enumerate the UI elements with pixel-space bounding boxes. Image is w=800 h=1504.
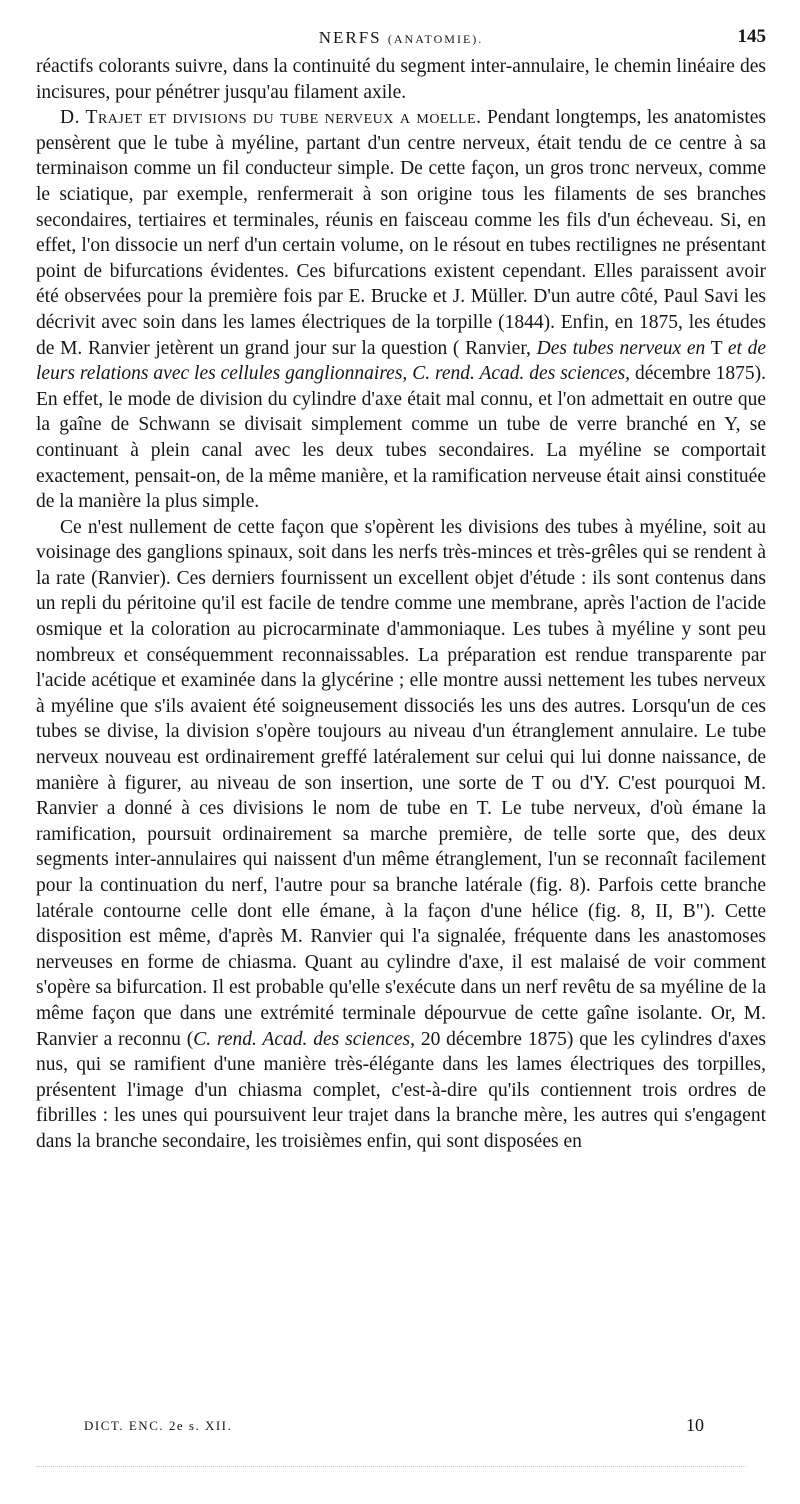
paragraph-text: 20 décembre 1875) que les cylindres d'axes nus, qui se ramifient d'une manière très-élégante dans les lames électriques des torpilles, présentent l'image d'un chiasma complet, c'est-à-dire qu'ils contiennent trois ordres de fibrilles : les unes qui poursuivent leur trajet dans la branche mère, les autres qui s'engagent dans la branche secondaire, les troisièmes enfin, qui sont disposées en bbox=[36, 1028, 766, 1152]
paragraph-text: réactifs colorants suivre, dans la continuité du segment inter-annulaire, le chemin linéaire des incisures, pour pénétrer jusqu'au filament axile. bbox=[36, 56, 766, 103]
paragraph-text: Ce n'est nullement de cette façon que s'opèrent les divisions des tubes à myéline, soit au voisinage des ganglions spinaux, soit dans les nerfs très-minces et très-grêles qui se rendent à la rate (Ranvier). Ces derniers fournissent un excellent objet d'étude : ils sont contenus dans un repli du péritoine qu'il est facile de tendre comme une membrane, après l'action de l'acide osmique et la coloration au picrocarminate d'ammoniaque. Les tubes à myéline y sont peu nombreux et conséquemment reconnaissables. La préparation est rendue transparente par l'acide acétique et examinée dans la glycérine ; elle montre aussi nettement les tubes nerveux à myéline que s'ils avaient été soigneusement dissociés les uns des autres. Lorsqu'un de ces tubes se divise, la division s'opère toujours au niveau d'un étranglement annulaire. Le tube nerveux nouveau est ordinairement greffé latéralement sur celui qui lui donne naissance, de manière à figurer, au niveau de son insertion, une sorte de T ou d'Y. C'est pourquoi M. Ranvier a donné à ces divisions le nom de tube en T. Le tube nerveux, d'où émane la ramification, poursuit ordinairement sa marche première, de telle sorte que, des deux segments inter-annulaires qui naissent d'un même étranglement, l'un se reconnaît facilement pour la continuation du nerf, l'autre pour sa branche latérale (fig. 8). Parfois cette branche latérale contourne celle dont elle émane, à la façon d'une hélice (fig. 8, II, B"). Cette disposition est même, d'après M. Ranvier qui l'a signalée, fréquente dans les anastomoses nerveuses en forme de chiasma. Quant au cylindre d'axe, il est malaisé de voir comment s'opère sa bifurcation. Il est probable qu'elle s'exécute dans un nerf revêtu de sa myéline de la même façon que dans une extrémité terminale dépourvue de cette gaîne isolante. Or, M. Ranvier a reconnu ( bbox=[36, 516, 766, 1050]
paragraph-text: Pendant longtemps, les anatomistes pensèrent que le tube à myéline, partant d'un centre nerveux, était tendu de ce centre à sa terminaison comme un fil conducteur simple. De cette façon, un gros tronc nerveux, comme le sciatique, par exemple, renfermerait à son origine tous les filaments de ses branches secondaires, tertiaires et terminales, réunis en faisceau comme les fils d'un écheveau. Si, en effet, l'on dissocie un nerf d'un certain volume, on le résout en tubes rectilignes ne présentant point de bifurcations évidentes. Ces bifurcations existent cependant. Elles paraissent avoir été observées pour la première fois par E. Brucke et J. Müller. D'un autre côté, Paul Savi les décrivit avec soin dans les lames électriques de la torpille (1844). Enfin, en 1875, les études de M. Ranvier jetèrent un grand jour sur la question ( Ranvier, bbox=[36, 107, 767, 359]
citation-journal: C. rend. Acad. des sciences, bbox=[412, 363, 631, 385]
citation-journal: C. rend. Acad. des sciences, bbox=[193, 1028, 415, 1050]
page-number: 145 bbox=[737, 26, 766, 47]
body-text bbox=[36, 54, 766, 1155]
citation-title: Des tubes nerveux en bbox=[536, 337, 706, 359]
running-title bbox=[36, 28, 766, 48]
paragraph-text: décembre 1875). En effet, le mode de division du cylindre d'axe était mal connu, et l'on admettait en outre que la gaîne de Schwann se divisait simplement comme un tube de verre branché en Y, se continuant à plein canal avec les deux tubes secondaires. La myéline se comportait exactement, pensait-on, de la même manière, et la ramification nerveuse était ainsi constituée de la manière la plus simple. bbox=[36, 363, 767, 513]
page bbox=[36, 10, 766, 1155]
paragraph-section-d bbox=[36, 105, 766, 515]
paragraph-divisions bbox=[36, 515, 766, 1155]
sheet-number: 10 bbox=[686, 1415, 704, 1435]
section-heading: D. Trajet et divisions du tube nerveux a moelle. bbox=[60, 107, 482, 129]
paragraph-text: T bbox=[705, 337, 728, 359]
bottom-rule bbox=[36, 1466, 746, 1467]
running-title-sub: (ANATOMIE). bbox=[387, 32, 484, 46]
running-head bbox=[36, 10, 766, 54]
paragraph-continuation bbox=[36, 54, 766, 105]
running-title-main: NERFS bbox=[318, 28, 382, 47]
page-footer bbox=[84, 1415, 704, 1442]
citation-title: et de leurs relations avec les cellules ganglionnaires, bbox=[36, 337, 767, 385]
signature-mark: DICT. ENC. 2e s. XII. bbox=[84, 1418, 233, 1433]
